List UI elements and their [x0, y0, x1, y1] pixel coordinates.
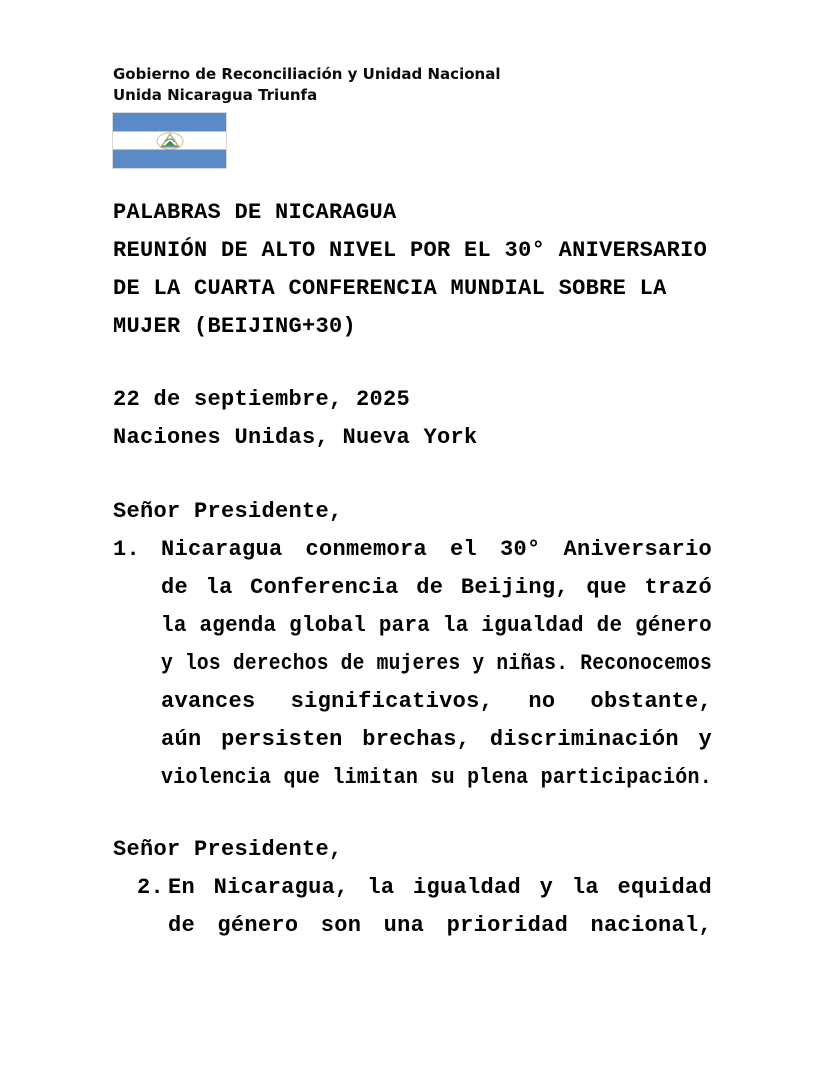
nicaragua-flag [113, 113, 226, 168]
text-line [161, 531, 712, 569]
paragraph-1 [113, 531, 712, 797]
letterhead-line-2: Unida Nicaragua Triunfa [113, 86, 318, 104]
text-line [161, 683, 712, 721]
paragraph-2-number-text: 2. [137, 875, 165, 900]
text-line-content: En Nicaragua, la igualdad y la equidad [168, 875, 712, 900]
text-line-content: Nicaragua conmemora el 30° Aniversario [161, 537, 712, 562]
text-line [168, 907, 712, 945]
text-line [113, 194, 712, 232]
text-line-content: DE LA CUARTA CONFERENCIA MUNDIAL SOBRE LA [113, 276, 667, 301]
text-line-content: PALABRAS DE NICARAGUA [113, 200, 397, 225]
text-line [161, 569, 712, 607]
salutation-2-text: Señor Presidente, [113, 837, 343, 862]
text-line [113, 270, 712, 308]
paragraph-2-text [168, 869, 712, 945]
text-line-content: REUNIÓN DE ALTO NIVEL POR EL 30° ANIVERSARIO [113, 238, 708, 263]
text-line-content: violencia que limitan su plena participación. [161, 765, 712, 790]
paragraph-2 [137, 869, 712, 945]
text-line [161, 645, 712, 683]
text-line-content: Naciones Unidas, Nueva York [113, 425, 478, 450]
salutation-1-text: Señor Presidente, [113, 499, 343, 524]
text-line-content: avances significativos, no obstante, [161, 689, 712, 714]
paragraph-1-number [113, 531, 161, 569]
text-line [161, 721, 712, 759]
text-line-content: 22 de septiembre, 2025 [113, 387, 411, 412]
document-title [113, 194, 712, 346]
text-line-content: de la Conferencia de Beijing, que trazó [161, 575, 712, 600]
text-line-content: y los derechos de mujeres y niñas. Reconocemos [161, 651, 712, 676]
salutation-2 [113, 831, 712, 869]
text-line [161, 759, 712, 797]
coat-of-arms-icon [156, 132, 184, 150]
letterhead [113, 64, 500, 168]
text-line [113, 381, 712, 419]
text-line [168, 869, 712, 907]
text-line [113, 232, 712, 270]
paragraph-2-number [137, 869, 168, 907]
text-line-content: MUJER (BEIJING+30) [113, 314, 357, 339]
paragraph-1-number-text: 1. [113, 537, 141, 562]
letterhead-line-1: Gobierno de Reconciliación y Unidad Nacional [113, 65, 501, 83]
salutation-1 [113, 493, 712, 531]
text-line-content: la agenda global para la igualdad de género [161, 613, 712, 638]
text-line-content: aún persisten brechas, discriminación y [161, 727, 712, 752]
paragraph-1-text [161, 531, 712, 797]
text-line [113, 419, 712, 457]
text-line-content: de género son una prioridad nacional, [168, 913, 712, 938]
text-line [113, 308, 712, 346]
text-line [161, 607, 712, 645]
dateline [113, 381, 712, 457]
document-body [113, 194, 712, 945]
